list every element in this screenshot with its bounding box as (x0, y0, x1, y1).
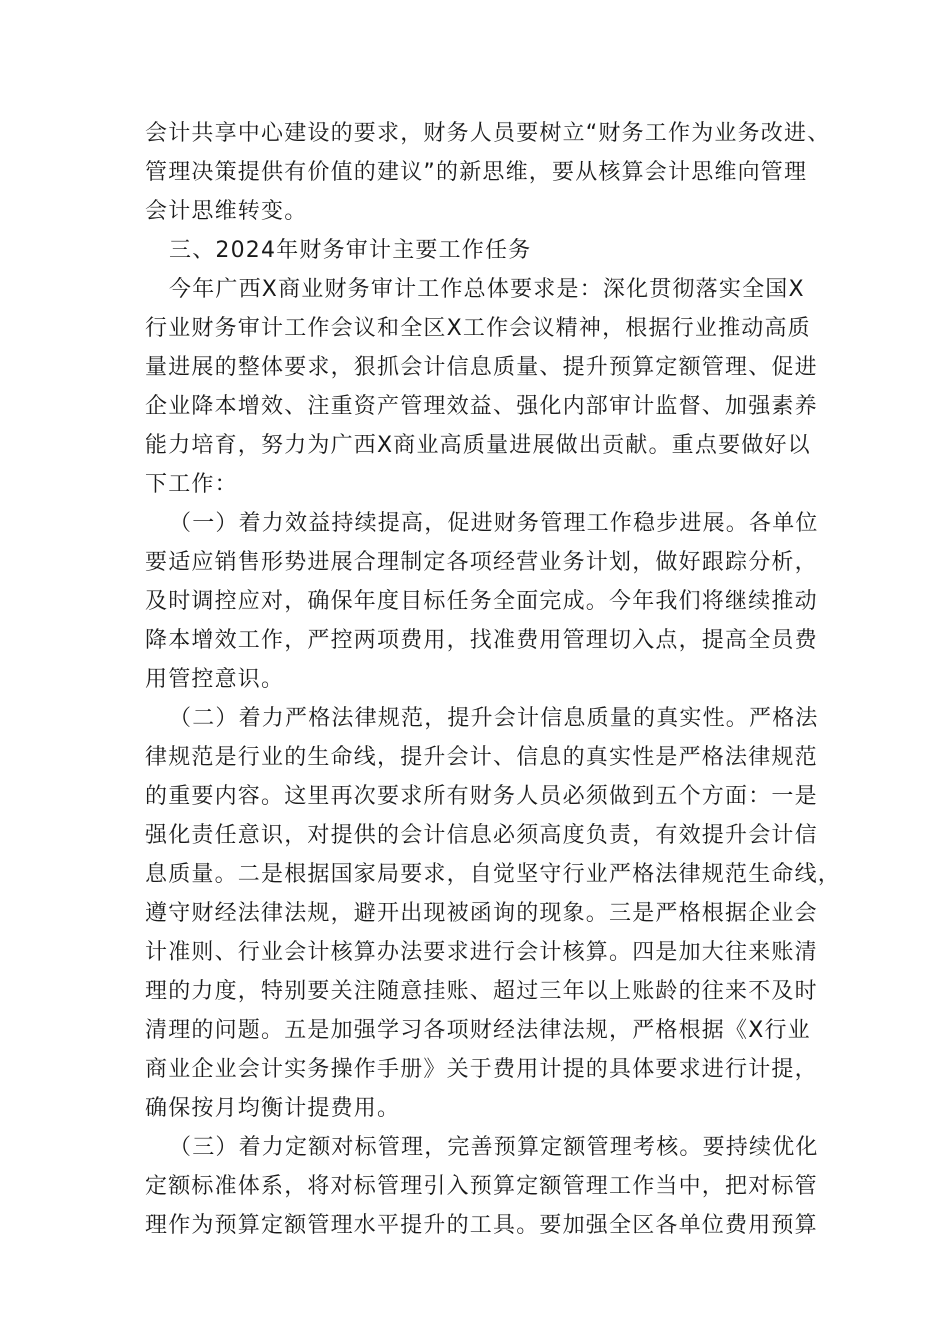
body-line: 行业财务审计工作会议和全区X工作会议精神，根据行业推动高质 (145, 316, 811, 341)
body-line: 会计共享中心建设的要求，财务人员要树立“财务工作为业务改进、 (145, 121, 831, 146)
body-line: 下工作： (145, 472, 238, 497)
body-line: 商业企业会计实务操作手册》关于费用计提的具体要求进行计提， (145, 1057, 818, 1082)
body-line: 要适应销售形势进展合理制定各项经营业务计划，做好跟踪分析， (145, 550, 818, 575)
body-line: 降本增效工作，严控两项费用，找准费用管理切入点，提高全员费 (145, 628, 818, 653)
body-line: 计准则、行业会计核算办法要求进行会计核算。四是加大往来账清 (145, 940, 818, 965)
body-line: 律规范是行业的生命线，提升会计、信息的真实性是严格法律规范 (145, 745, 818, 770)
body-line: 定额标准体系，将对标管理引入预算定额管理工作当中，把对标管 (145, 1174, 818, 1199)
document-body (145, 114, 842, 1245)
body-line: 强化责任意识，对提供的会计信息必须高度负责，有效提升会计信 (145, 823, 818, 848)
body-line: 遵守财经法律法规，避开出现被函询的现象。三是严格根据企业会 (145, 901, 818, 926)
body-line: 清理的问题。五是加强学习各项财经法律法规，严格根据《X行业 (145, 1018, 811, 1043)
body-line: 会计思维转变。 (145, 199, 308, 224)
body-line: 量进展的整体要求，狠抓会计信息质量、提升预算定额管理、促进 (145, 355, 818, 380)
subsection-line: （二）着力严格法律规范，提升会计信息质量的真实性。严格法 (169, 706, 819, 731)
body-line: 企业降本增效、注重资产管理效益、强化内部审计监督、加强素养 (145, 394, 818, 419)
body-line: 管理决策提供有价值的建议”的新思维，要从核算会计思维向管理 (145, 160, 808, 185)
body-line: 的重要内容。这里再次要求所有财务人员必须做到五个方面：一是 (145, 784, 818, 809)
body-line: 今年广西X商业财务审计工作总体要求是：深化贯彻落实全国X (169, 277, 805, 302)
body-line: 息质量。二是根据国家局要求，自觉坚守行业严格法律规范生命线， (145, 862, 842, 887)
body-line: 及时调控应对，确保年度目标任务全面完成。今年我们将继续推动 (145, 589, 818, 614)
subsection-line: （三）着力定额对标管理，完善预算定额管理考核。要持续优化 (169, 1135, 819, 1160)
subsection-line: （一）着力效益持续提高，促进财务管理工作稳步进展。各单位 (169, 511, 819, 536)
body-line: 确保按月均衡计提费用。 (145, 1096, 401, 1121)
body-line: 理的力度，特别要关注随意挂账、超过三年以上账龄的往来不及时 (145, 979, 818, 1004)
body-line: 能力培育，努力为广西X商业高质量进展做出贡献。重点要做好以 (145, 433, 811, 458)
section-heading: 三、2024年财务审计主要工作任务 (169, 238, 532, 263)
body-line: 理作为预算定额管理水平提升的工具。要加强全区各单位费用预算 (145, 1213, 818, 1238)
body-line: 用管控意识。 (145, 667, 285, 692)
